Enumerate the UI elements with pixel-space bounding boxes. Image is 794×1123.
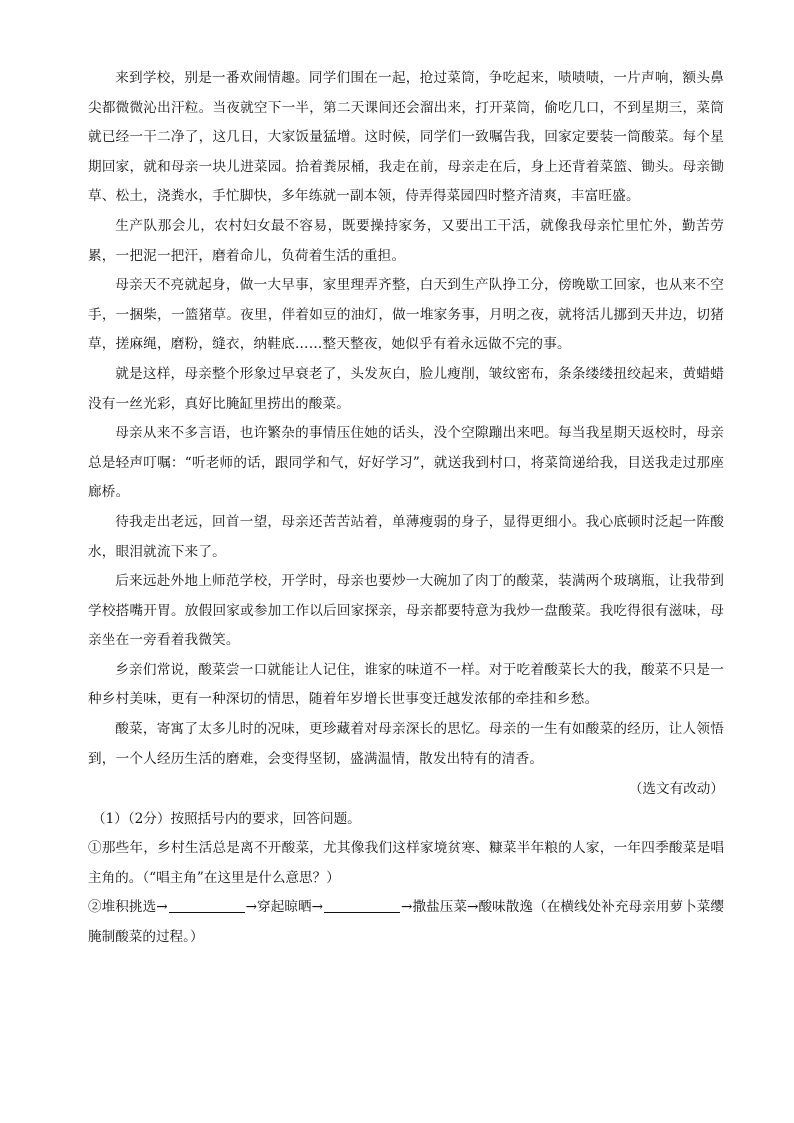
paragraph-2: 生产队那会儿，农村妇女最不容易，既要操持家务，又要出工干活，就像我母亲忙里忙外，勤苦劳累，一把泥一把汗，磨着命儿，负荷着生活的重担。 bbox=[88, 217, 724, 264]
question-header: （1）（2分）按照括号内的要求，回答问题。 bbox=[92, 811, 361, 828]
paragraph-5: 母亲从来不多言语，也许繁杂的事情压住她的话头，没个空隙蹦出来吧。每当我星期天返校时，母亲总是轻声叮嘱：“听老师的话，跟同学和气，好好学习”，就送我到村口，将菜筒递给我，目送我走过那座廊桥。 bbox=[88, 425, 724, 501]
answer-blank-1[interactable] bbox=[169, 898, 245, 913]
arrow-icon: → bbox=[401, 899, 413, 916]
step-3: 撒盐压菜 bbox=[412, 899, 468, 916]
step-2: 穿起晾晒 bbox=[257, 899, 312, 916]
question-block bbox=[88, 804, 724, 952]
question-item-1: ①那些年，乡村生活总是离不开酸菜，尤其像我们这样家境贫寒、糠菜半年粮的人家，一年四季酸菜是唱主角的。（“唱主角”在这里是什么意思？） bbox=[88, 840, 724, 886]
paragraph-3: 母亲天不亮就起身，做一大早事，家里理弄齐整，白天到生产队挣工分，傍晚歇工回家，也从来不空手，一捆柴，一篮猪草。夜里，伴着如豆的油灯，做一堆家务事，月明之夜，就将活儿挪到天井边，切猪草，搓麻绳，磨粉，缝衣，纳鞋底……整天整夜，她似乎有着永远做不完的事。 bbox=[88, 277, 724, 353]
step-4: 酸味散逸（在横线处补充母亲用萝卜菜缨腌制酸菜的过程。） bbox=[88, 899, 725, 946]
arrow-icon: → bbox=[245, 899, 257, 916]
arrow-icon: → bbox=[467, 899, 479, 916]
step-1: ②堆积挑选 bbox=[88, 899, 157, 916]
arrow-icon: → bbox=[311, 899, 324, 916]
paragraph-7: 后来远赴外地上师范学校，开学时，母亲也要炒一大碗加了肉丁的酸菜，装满两个玻璃瓶，让我带到学校搭嘴开胃。放假回家或参加工作以后回家探亲，母亲都要特意为我炒一盘酸菜。我吃得很有滋味，母亲坐在一旁看着我微笑。 bbox=[88, 573, 724, 649]
paragraph-4: 就是这样，母亲整个形象过早衰老了，头发灰白，脸儿瘦削，皱纹密布，条条缕缕扭绞起来，黄蜡蜡没有一丝光彩，真好比腌缸里捞出的酸菜。 bbox=[88, 365, 724, 412]
paragraph-8: 乡亲们常说，酸菜尝一口就能让人记住，谁家的味道不一样。对于吃着酸菜长大的我，酸菜不只是一种乡村美味，更有一种深切的情思，随着年岁增长世事变迁越发浓郁的牵挂和乡愁。 bbox=[88, 661, 724, 708]
paragraph-6: 待我走出老远，回首一望，母亲还苦苦站着，单薄瘦弱的身子，显得更细小。我心底顿时泛起一阵酸水，眼泪就流下来了。 bbox=[88, 513, 724, 560]
paragraph-9: 酸菜，寄寓了太多儿时的况味，更珍藏着对母亲深长的思忆。母亲的一生有如酸菜的经历，让人领悟到，一个人经历生活的磨难，会变得坚韧，盛满温情，散发出特有的清香。 bbox=[88, 721, 724, 767]
answer-blank-2[interactable] bbox=[324, 898, 400, 913]
paragraph-1: 来到学校，别是一番欢闹情趣。同学们围在一起，抢过菜筒，争吃起来，啧啧啧，一片声响，额头鼻尖都微微沁出汗粒。当夜就空下一半，第二天课间还会溜出来，打开菜筒，偷吃几口，不到星期三，菜筒就已经一干二净了，这几日，大家饭量猛增。这时候，同学们一致嘱告我，回家定要装一筒酸菜。每个星期回家，就和母亲一块儿进菜园。拾着粪尿桶，我走在前，母亲走在后，身上还背着菜篮、锄头。母亲锄草、松土，浇粪水，手忙脚快，多年练就一副本领，侍弄得菜园四时整齐清爽，丰富旺盛。 bbox=[88, 70, 724, 205]
source-note: （选文有改动） bbox=[628, 781, 724, 798]
arrow-icon: → bbox=[156, 899, 168, 916]
question-item-2 bbox=[88, 893, 724, 952]
article-body bbox=[88, 64, 724, 953]
